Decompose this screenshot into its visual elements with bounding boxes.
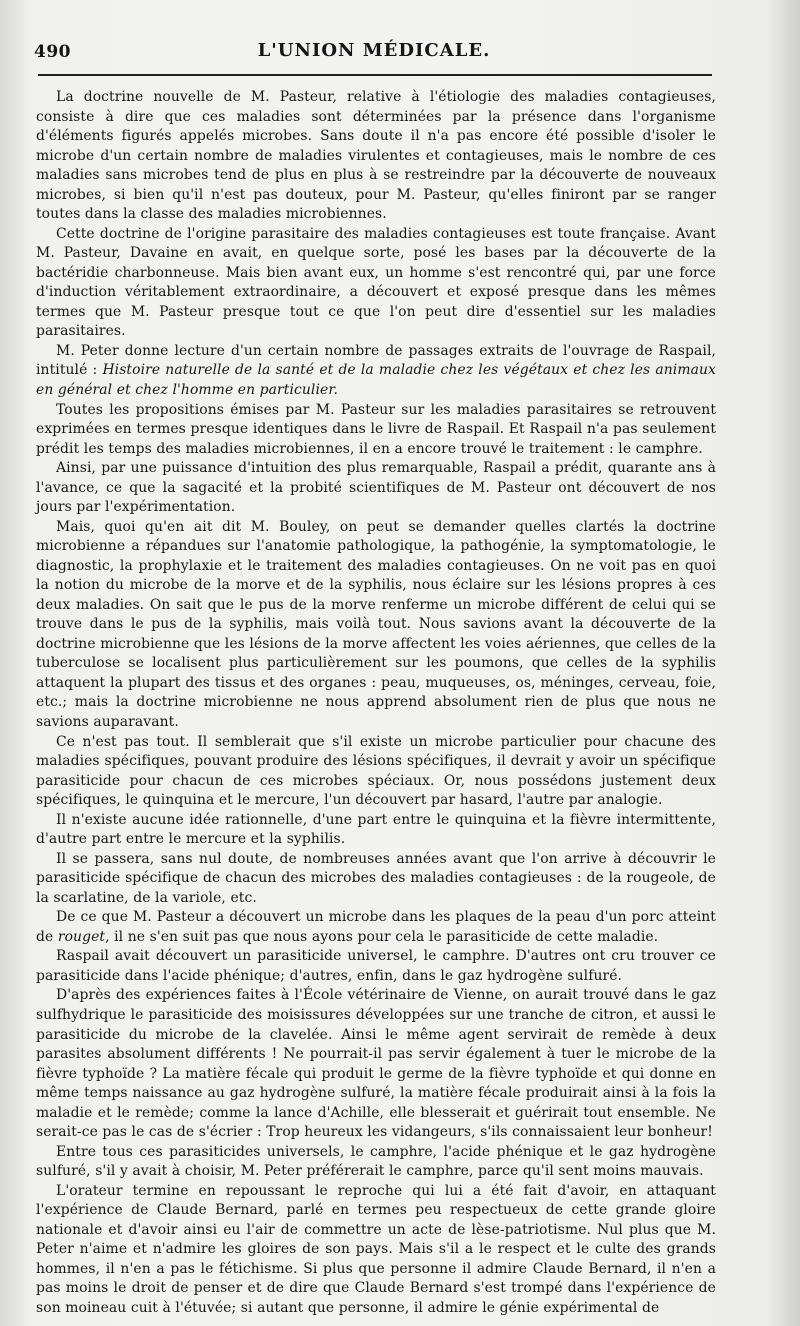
paragraph — [36, 342, 716, 401]
paragraph — [36, 908, 716, 947]
paragraph: Il n'existe aucune idée rationnelle, d'une part entre le quinquina et la fièvre intermittente, d'autre part entre le mercure et la syphilis. — [36, 811, 716, 848]
book-title: Histoire naturelle de la santé et de la maladie chez les végétaux et chez les animaux en général et chez l'homme en particulier. — [36, 362, 716, 398]
paragraph: Il se passera, sans nul doute, de nombreuses années avant que l'on arrive à découvrir le parasiticide spécifique de chacun des microbes des maladies contagieuses : de la rougeole, de la scarlatine, de la variole, etc. — [36, 850, 716, 906]
emphasized-word: rouget — [57, 928, 106, 945]
paragraph: D'après des expériences faites à l'École vétérinaire de Vienne, on aurait trouvé dans le gaz sulfhydrique le parasiticide des moisissures développées sur une tranche de citron, et aussi le parasiticide du microbe de la clavelée. Ainsi le même agent servirait de remède à deux parasites absolument différents ! Ne pourrait-il pas servir également à tuer le microbe de la fièvre typhoïde ? La matière fécale qui produit le germe de la fièvre typhoïde et qui donne en même temps naissance au gaz hydrogène sulfuré, la matière fécale produirait ainsi à la fois la maladie et le remède; comme la lance d'Achille, elle blesserait et guérirait tout ensemble. Ne serait-ce pas le cas de s'écrier : Trop heureux les vidangeurs, s'ils connaissaient leur bonheur! — [36, 987, 716, 1141]
paragraph: Ainsi, par une puissance d'intuition des plus remarquable, Raspail a prédit, quarante ans à l'avance, ce que la sagacité et la probité scientifiques de M. Pasteur ont découvert de nos jours par l'expérimentation. — [36, 460, 716, 516]
paragraph: Mais, quoi qu'en ait dit M. Bouley, on peut se demander quelles clartés la doctrine microbienne a répandues sur l'anatomie pathologique, la pathogénie, la symptomatologie, le diagnostic, la prophylaxie et le traitement des maladies contagieuses. On ne voit pas en quoi la notion du microbe de la morve et de la syphilis, nous éclaire sur les lésions propres à ces deux maladies. On sait que le pus de la morve renferme un microbe différent de celui qui se trouve dans le pus de la syphilis, mais voilà tout. Nous savions avant la découverte de la doctrine microbienne que les lésions de la morve affectent les voies aériennes, que celles de la tuberculose se localisent plus particulièrement sur les poumons, que celles de la syphilis attaquent la plupart des tissus et des organes : peau, muqueuses, os, méninges, cerveau, foie, etc.; mais la doctrine microbienne ne nous apprend absolument rien de plus que nous ne savions auparavant. — [36, 518, 716, 730]
article-body — [36, 88, 716, 1318]
paragraph: Raspail avait découvert un parasiticide universel, le camphre. D'autres ont cru trouver ce parasiticide dans l'acide phénique; d'autres, enfin, dans le gaz hydrogène sulfuré. — [36, 948, 716, 984]
paragraph: Ce n'est pas tout. Il semblerait que s'il existe un microbe particulier pour chacune des maladies spécifiques, pouvant produire des lésions spécifiques, il devrait y avoir un spécifique parasiticide pour chacun de ces microbes spéciaux. Or, nous possédons justement deux spécifiques, le quinquina et le mercure, l'un découvert par hasard, l'autre par analogie. — [36, 733, 716, 809]
paragraph: Cette doctrine de l'origine parasitaire des maladies contagieuses est toute française. Avant M. Pasteur, Davaine en avait, en quelque sorte, posé les bases par la découverte de la bactéridie charbonneuse. Mais bien avant eux, un homme s'est rencontré qui, par une force d'induction véritablement extraordinaire, a découvert et exposé presque dans les mêmes termes que M. Pasteur presque tout ce que l'on peut dire d'essentiel sur les maladies parasitaires. — [36, 225, 716, 340]
paragraph-text: M. Peter donne lecture d'un certain nombre de passages extraits de l'ouvrage de Raspail, intitulé : — [36, 342, 716, 379]
running-head: L'UNION MÉDICALE. — [257, 40, 491, 61]
page-number: 490 — [34, 42, 71, 62]
paragraph: Toutes les propositions émises par M. Pasteur sur les maladies parasitaires se retrouvent exprimées en termes presque identiques dans le livre de Raspail. Et Raspail n'a pas seulement prédit les temps des maladies microbiennes, il en a encore trouvé le traitement : le camphre. — [36, 401, 716, 457]
paragraph: Entre tous ces parasiticides universels, le camphre, l'acide phénique et le gaz hydrogène sulfuré, s'il y avait à choisir, M. Peter préférerait le camphre, parce qu'il sent moins mauvais. — [36, 1143, 716, 1180]
paragraph: L'orateur termine en repoussant le reproche qui lui a été fait d'avoir, en attaquant l'expérience de Claude Bernard, parlé en termes peu respectueux de cette grande gloire nationale et d'avoir ainsi eu l'air de commettre un acte de lèse-patriotisme. Nul plus que M. Peter n'aime et n'admire les gloires de son pays. Mais s'il a le respect et le culte des grands hommes, il n'en a pas le fétichisme. Si plus que personne il admire Claude Bernard, il n'en a pas moins le droit de penser et de dire que Claude Bernard s'est trompé dans l'expérience de son moineau cuit à l'étuvée; si autant que personne, il admire le génie expérimental de — [36, 1182, 716, 1316]
paragraph: La doctrine nouvelle de M. Pasteur, relative à l'étiologie des maladies contagieuses, consiste à dire que ces maladies sont déterminées par la présence dans l'organisme d'éléments figurés appelés microbes. Sans doute il n'a pas encore été possible d'isoler le microbe d'un certain nombre de maladies virulentes et contagieuses, mais le nombre de ces maladies sans microbes tend de plus en plus à se restreindre par la découverte de nouveaux microbes, si bien qu'il n'est pas douteux, pour M. Pasteur, qu'elles finiront par se ranger toutes dans la classe des maladies microbiennes. — [36, 89, 716, 223]
header-rule — [38, 74, 712, 76]
page-header — [34, 36, 714, 66]
paragraph-text: , il ne s'en suit pas que nous ayons pour cela le parasiticide de cette maladie. — [105, 928, 659, 945]
paragraph-text: De ce que M. Pasteur a découvert un microbe dans les plaques de la peau d'un porc atteint de — [36, 909, 716, 945]
